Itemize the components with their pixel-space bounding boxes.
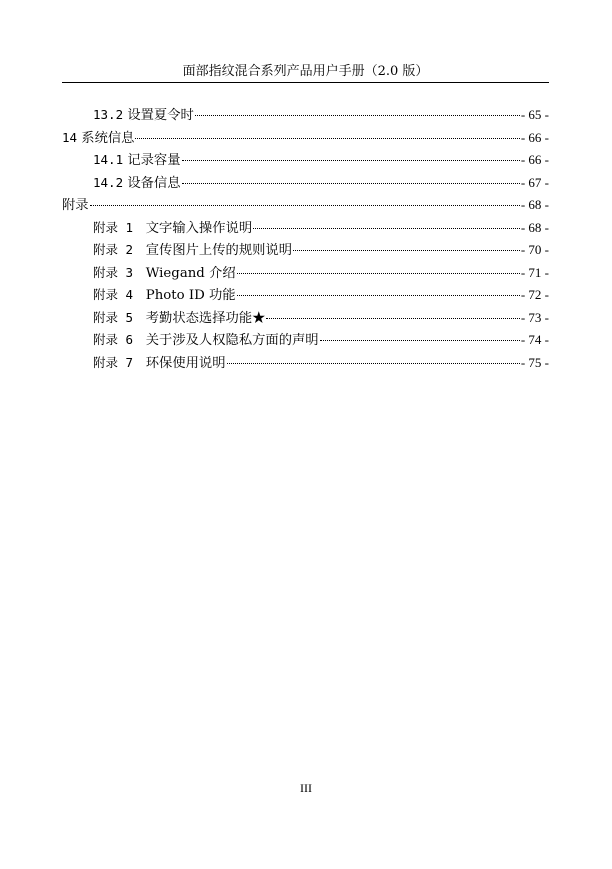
toc-dot-leader (182, 160, 520, 161)
toc-entry-separator (133, 243, 146, 258)
toc-entry-title: 关于涉及人权隐私方面的声明 (145, 333, 319, 348)
toc-entry-title: 宣传图片上传的规则说明 (145, 243, 293, 258)
toc-entry-page: - 67 - (520, 174, 549, 190)
toc-dot-leader (135, 138, 519, 139)
toc-entry-page: - 65 - (520, 107, 549, 122)
toc-dot-leader (195, 115, 520, 116)
toc-entry-number: 14.1 (93, 152, 124, 167)
toc-entry-title: 附录 (62, 198, 89, 213)
toc-entry[interactable] (62, 307, 549, 330)
toc-entry-label (93, 217, 252, 240)
toc-entry-page: - 75 - (520, 354, 549, 370)
toc-entry-label (93, 149, 181, 172)
toc-entry-number: 附录 6 (93, 332, 134, 347)
toc-entry[interactable] (62, 194, 549, 217)
page-header: 面部指纹混合系列产品用户手册（2.0 版） (182, 64, 429, 79)
toc-entry-separator (133, 221, 146, 236)
toc-entry-title: 环保使用说明 (145, 355, 226, 371)
toc-entry-separator (133, 356, 146, 371)
toc-entry-label (93, 172, 181, 195)
toc-entry-number: 附录 4 (93, 287, 134, 302)
toc-entry-number: 附录 3 (93, 264, 134, 280)
toc-dot-leader (320, 340, 520, 341)
toc-entry[interactable] (62, 239, 549, 262)
toc-entry-number: 14.2 (93, 174, 124, 190)
toc-entry-label (93, 104, 194, 127)
toc-dot-leader (237, 273, 520, 274)
toc-entry-title: 记录容量 (127, 153, 181, 168)
toc-entry-page: - 72 - (520, 287, 549, 302)
toc-entry-label (93, 284, 236, 307)
toc-entry-title: Wiegand 介绍 (145, 265, 236, 281)
toc-entry-title: 设置夏令时 (127, 108, 194, 123)
toc-entry-label (93, 307, 265, 330)
toc-entry-title: 文字输入操作说明 (145, 220, 253, 236)
toc-entry-page: - 68 - (520, 197, 549, 212)
toc-entry[interactable] (62, 172, 549, 195)
toc-entry-page: - 70 - (520, 242, 549, 257)
toc-entry[interactable] (62, 284, 549, 307)
toc-entry-page: - 74 - (520, 332, 549, 347)
toc-entry-number: 附录 7 (93, 354, 134, 370)
toc-entry[interactable] (62, 149, 549, 172)
toc-entry-title: 系统信息 (81, 130, 135, 146)
toc-entry[interactable] (62, 352, 549, 375)
toc-entry-label (93, 352, 226, 375)
toc-entry-title: Photo ID 功能 (145, 288, 236, 303)
table-of-contents (62, 104, 549, 374)
toc-dot-leader (227, 363, 520, 364)
toc-entry-number: 13.2 (93, 107, 124, 122)
toc-entry[interactable] (62, 127, 549, 150)
header-divider (62, 82, 549, 83)
toc-entry-page: - 66 - (520, 129, 549, 145)
toc-entry-page: - 71 - (520, 264, 549, 280)
toc-entry-separator (133, 311, 146, 326)
toc-dot-leader (293, 250, 520, 251)
toc-entry[interactable] (62, 104, 549, 127)
toc-entry-title: 设备信息 (127, 175, 181, 191)
toc-entry-number: 附录 1 (93, 219, 134, 235)
toc-entry-label (93, 239, 292, 262)
page-number: III (300, 781, 312, 795)
toc-entry-number: 附录 2 (93, 242, 134, 257)
toc-dot-leader (182, 183, 520, 184)
toc-entry-separator (133, 333, 146, 348)
toc-entry-page: - 73 - (520, 309, 549, 325)
toc-entry-separator (133, 266, 146, 281)
toc-dot-leader (90, 205, 520, 206)
toc-entry-label (62, 127, 134, 150)
toc-entry-title: 考勤状态选择功能★ (145, 310, 266, 326)
toc-entry-label (62, 194, 89, 217)
toc-entry-number: 附录 5 (93, 309, 134, 325)
toc-entry[interactable] (62, 329, 549, 352)
toc-entry-page: - 68 - (520, 219, 549, 235)
toc-entry-label (93, 329, 319, 352)
toc-entry-separator (133, 288, 146, 303)
toc-dot-leader (266, 318, 519, 319)
toc-entry-page: - 66 - (520, 152, 549, 167)
toc-entry[interactable] (62, 262, 549, 285)
toc-dot-leader (237, 295, 520, 296)
toc-dot-leader (253, 228, 520, 229)
toc-entry-label (93, 262, 236, 285)
toc-entry-number: 14 (62, 129, 78, 145)
toc-entry[interactable] (62, 217, 549, 240)
